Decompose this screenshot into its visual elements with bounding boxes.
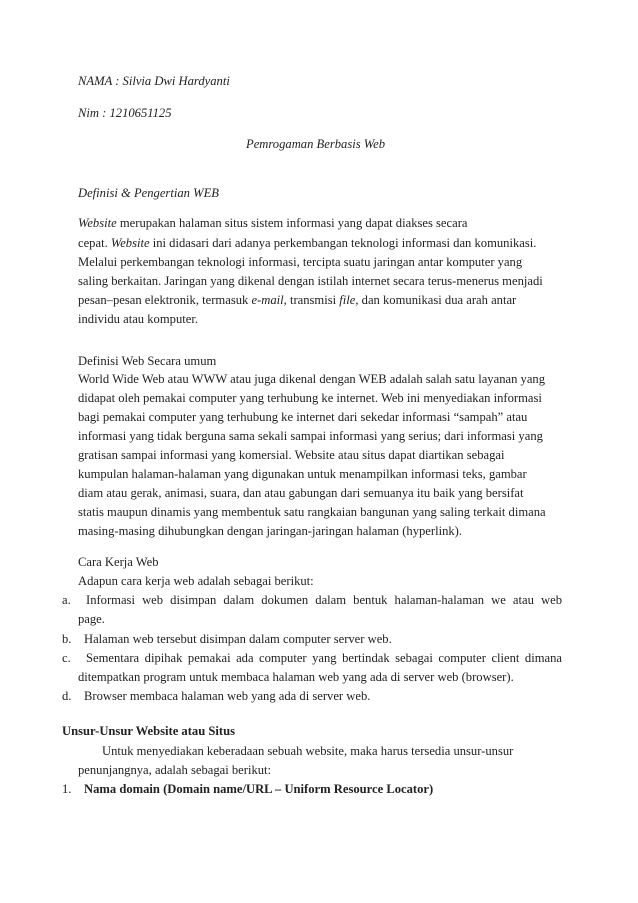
umum-line: gratisan sampai informasi yang komersial. Website atau situs dapat diartikan sebagai (78, 448, 505, 462)
definisi-line-1: Website merupakan halaman situs sistem informasi yang dapat diakses secara (78, 216, 468, 230)
list-item-a-cont: page. (78, 612, 105, 626)
definisi-line-6: individu atau komputer. (78, 312, 198, 326)
umum-line: statis maupun dinamis yang membentuk satu rangkaian bangunan yang saling terkait dimana (78, 505, 546, 519)
student-nim: Nim : 1210651125 (78, 106, 172, 120)
list-marker: 1. (62, 782, 72, 796)
term-email: e-mail (251, 293, 284, 307)
umum-line: informasi yang tidak berguna sama sekali sampai informasi yang serius; dari informasi yang (78, 429, 543, 443)
definisi-line-5: pesan–pesan elektronik, termasuk e-mail, transmisi file, dan komunikasi dua arah antar (78, 293, 517, 307)
list-marker: a. (62, 593, 71, 607)
umum-line: masing-masing dihubungkan dengan jaringan-jaringan halaman (hyperlink). (78, 524, 462, 538)
list-item-b: Halaman web tersebut disimpan dalam computer server web. (84, 632, 392, 646)
umum-line: bagi pemakai computer yang terhubung ke internet dari sekedar informasi “sampah” atau (78, 410, 528, 424)
unsur-para-2: penunjangnya, adalah sebagai berikut: (78, 763, 272, 777)
umum-line: didapat oleh pemakai computer yang terhubung ke internet. Web ini menyediakan informasi (78, 391, 542, 405)
umum-line: diam atau gerak, animasi, suara, dan atau gabungan dari semuanya itu baik yang bersifat (78, 486, 524, 500)
list-item-d: Browser membaca halaman web yang ada di server web. (84, 689, 371, 703)
umum-heading: Definisi Web Secara umum (78, 354, 217, 368)
definisi-line-2: cepat. Website ini didasari dari adanya perkembangan teknologi informasi dan komunikasi. (78, 236, 537, 250)
term-website: Website (110, 236, 150, 250)
definisi-line-4: saling berkaitan. Jaringan yang dikenal dengan istilah internet secara terus-menerus menjadi (78, 274, 543, 288)
unsur-para-1: Untuk menyediakan keberadaan sebuah website, maka harus tersedia unsur-unsur (102, 744, 514, 758)
list-item-c: Sementara dipihak pemakai ada computer yang bertindak sebagai computer client dimana (86, 651, 562, 665)
list-marker: d. (62, 689, 72, 703)
umum-line: kumpulan halaman-halaman yang digunakan untuk menampilkan informasi teks, gambar (78, 467, 527, 481)
term-website: Website (78, 216, 117, 230)
cara-intro: Adapun cara kerja web adalah sebagai berikut: (78, 574, 314, 588)
student-name: NAMA : Silvia Dwi Hardyanti (78, 74, 230, 88)
list-marker: b. (62, 632, 72, 646)
list-marker: c. (62, 651, 71, 665)
list-item-c-cont: ditempatkan program untuk membaca halaman web yang ada di server web (browser). (78, 670, 514, 684)
unsur-item-1: Nama domain (Domain name/URL – Uniform Resource Locator) (84, 782, 434, 796)
term-file: file (339, 293, 356, 307)
definisi-heading: Definisi & Pengertian WEB (78, 186, 219, 200)
definisi-line-3: Melalui perkembangan teknologi informasi, tercipta suatu jaringan antar komputer yang (78, 255, 523, 269)
umum-line: World Wide Web atau WWW atau juga dikenal dengan WEB adalah salah satu layanan yang (78, 372, 546, 386)
course-title: Pemrogaman Berbasis Web (246, 137, 385, 151)
list-item-a: Informasi web disimpan dalam dokumen dalam bentuk halaman-halaman we atau web (86, 593, 562, 607)
unsur-heading: Unsur-Unsur Website atau Situs (62, 724, 235, 738)
cara-heading: Cara Kerja Web (78, 555, 159, 569)
